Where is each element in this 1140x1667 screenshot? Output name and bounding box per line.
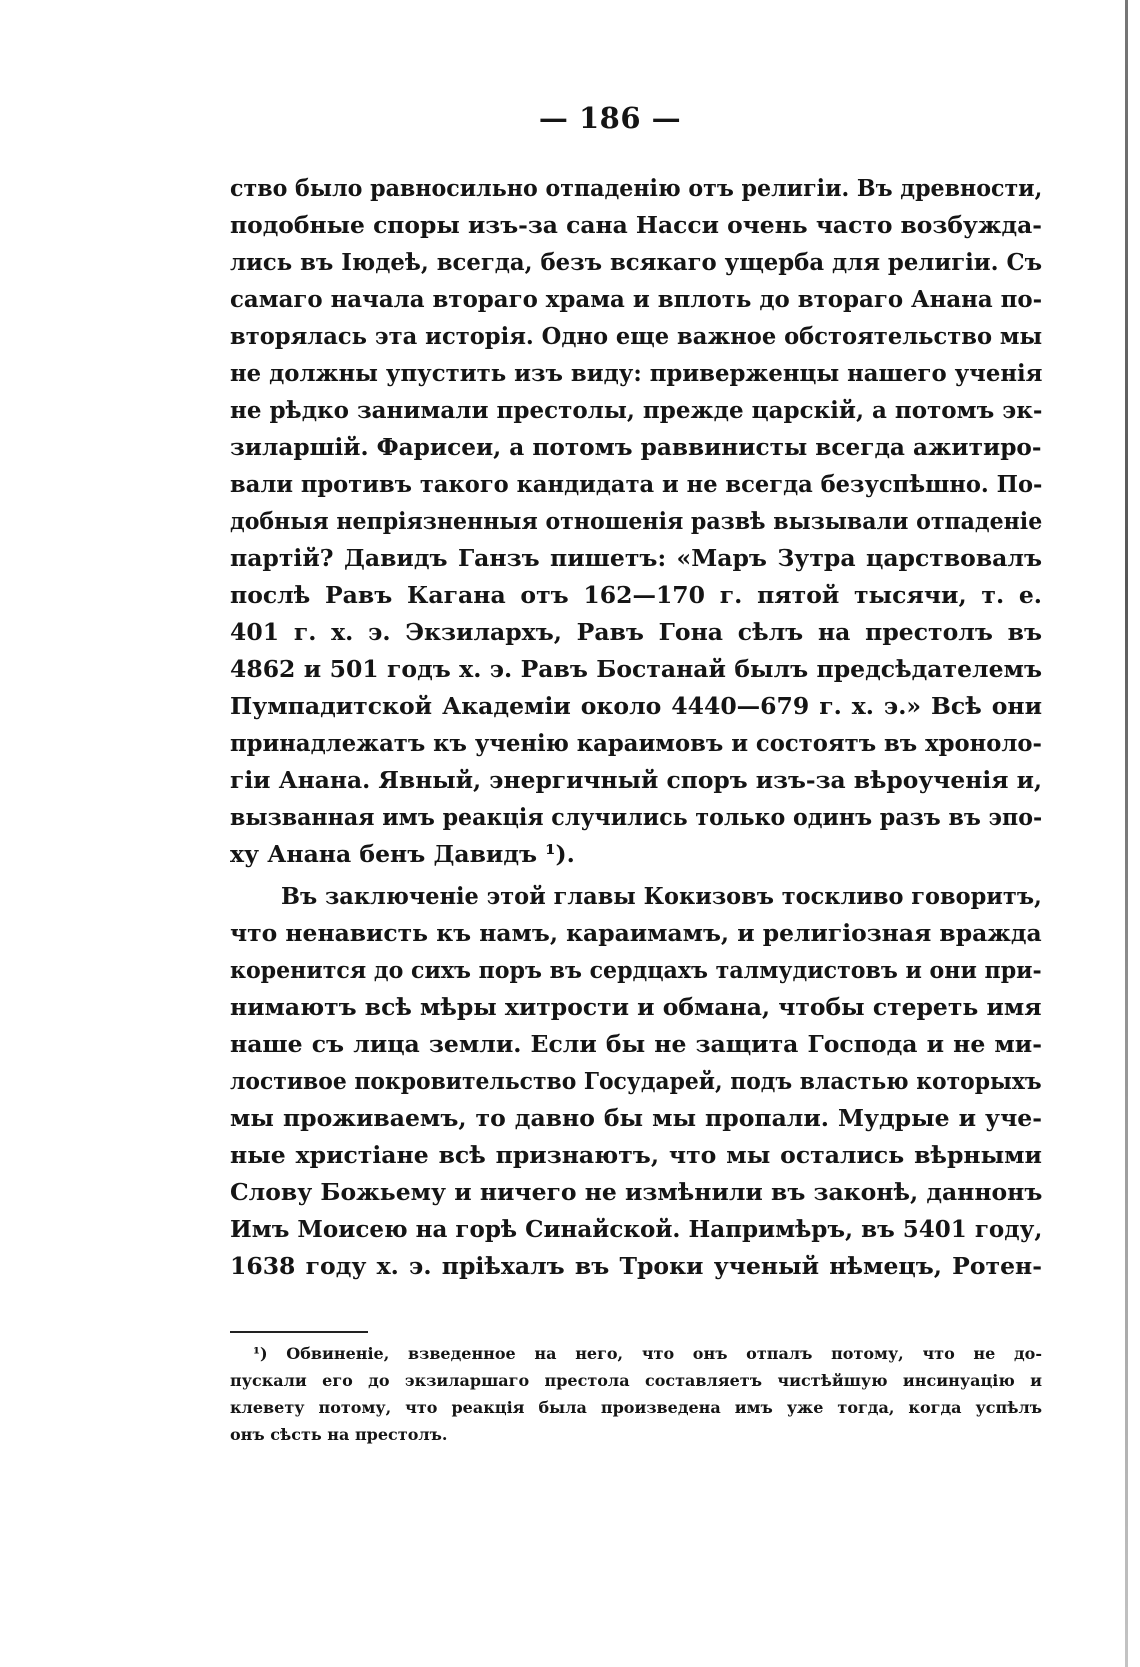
footnote-line-2: пускали его до экзиларшаго престола составляетъ чистѣйшую инсинуацію и: [230, 1371, 1042, 1390]
body-line-14: 4862 и 501 годъ х. э. Равъ Бостанай былъ предсѣдателемъ: [230, 655, 1042, 683]
body-line-21: что ненависть къ намъ, караимамъ, и религіозная вражда: [230, 919, 1042, 947]
body-line-10: добныя непріязненныя отношенія развѣ вызывали отпаденіе: [230, 507, 1043, 535]
body-line-19: ху Анана бенъ Давидъ ¹).: [230, 840, 575, 868]
body-line-2: подобные споры изъ-за сана Насси очень часто возбужда-: [230, 211, 1042, 239]
body-line-3: лись въ Іюдеѣ, всегда, безъ всякаго ущерба для религіи. Съ: [230, 248, 1043, 276]
body-line-20: Въ заключеніе этой главы Кокизовъ тоскливо говоритъ,: [281, 882, 1042, 910]
body-line-23: нимаютъ всѣ мѣры хитрости и обмана, чтобы стереть имя: [230, 993, 1042, 1021]
body-line-8: зиларшій. Фарисеи, а потомъ раввинисты всегда ажитиро-: [230, 433, 1042, 461]
body-line-17: гіи Анана. Явный, энергичный споръ изъ-за вѣроученія и,: [230, 766, 1043, 794]
page-edge-shadow: [1125, 0, 1128, 1667]
body-line-26: мы проживаемъ, то давно бы мы пропали. Мудрые и уче-: [230, 1104, 1042, 1132]
footnote-line-4: онъ сѣсть на престолъ.: [230, 1425, 448, 1444]
body-line-24: наше съ лица земли. Если бы не защита Господа и не ми-: [230, 1030, 1042, 1058]
body-line-13: 401 г. х. э. Экзилархъ, Равъ Гона сѣлъ на престолъ въ: [230, 618, 1042, 646]
body-line-12: послѣ Равъ Кагана отъ 162—170 г. пятой тысячи, т. е.: [230, 581, 1042, 609]
body-line-25: лостивое покровительство Государей, подъ властью которыхъ: [230, 1067, 1042, 1095]
body-line-30: 1638 году х. э. пріѣхалъ въ Троки ученый нѣмецъ, Ротен-: [230, 1252, 1042, 1280]
footnote-line-1: ¹) Обвиненіе, взведенное на него, что онъ отпалъ потому, что не до-: [253, 1344, 1042, 1363]
body-line-1: ство было равносильно отпаденію отъ религіи. Въ древности,: [230, 174, 1043, 202]
body-line-7: не рѣдко занимали престолы, прежде царскій, а потомъ эк-: [230, 396, 1043, 424]
page-number: — 186 —: [538, 101, 682, 135]
body-line-9: вали противъ такого кандидата и не всегда безуспѣшно. По-: [230, 470, 1043, 498]
body-line-16: принадлежатъ къ ученію караимовъ и состоятъ въ хроноло-: [230, 729, 1042, 757]
body-line-6: не должны упустить изъ виду: приверженцы нашего ученія: [230, 359, 1043, 387]
footnote-line-3: клевету потому, что реакція была произведена имъ уже тогда, когда успѣлъ: [230, 1398, 1042, 1417]
body-line-15: Пумпадитской Академіи около 4440—679 г. х. э.» Всѣ они: [230, 692, 1042, 720]
body-line-4: самаго начала втораго храма и вплоть до втораго Анана по-: [230, 285, 1043, 313]
body-line-27: ные христіане всѣ признаютъ, что мы остались вѣрными: [230, 1141, 1042, 1169]
body-line-29: Имъ Моисею на горѣ Синайской. Напримѣръ, въ 5401 году,: [230, 1215, 1043, 1243]
body-line-22: коренится до сихъ поръ въ сердцахъ талмудистовъ и они при-: [230, 956, 1042, 984]
body-line-11: партій? Давидъ Ганзъ пишетъ: «Маръ Зутра царствовалъ: [230, 544, 1042, 572]
body-line-5: вторялась эта исторія. Одно еще важное обстоятельство мы: [230, 322, 1043, 350]
body-line-28: Слову Божьему и ничего не измѣнили въ законѣ, даннонъ: [230, 1178, 1043, 1206]
footnote-rule: [230, 1331, 368, 1333]
body-line-18: вызванная имъ реакція случились только одинъ разъ въ эпо-: [230, 803, 1043, 831]
